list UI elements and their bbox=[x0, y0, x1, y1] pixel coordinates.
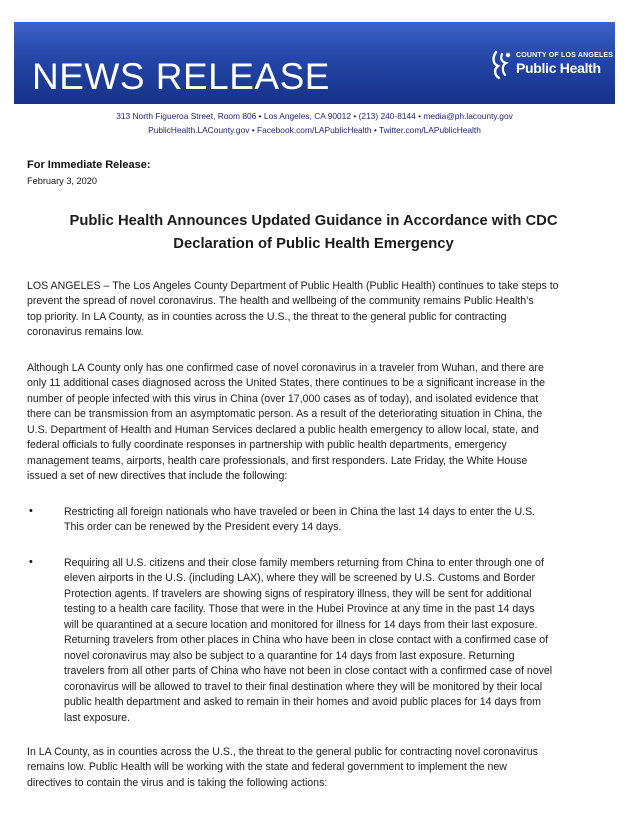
bullet-marker: • bbox=[29, 505, 33, 517]
paragraph-line: directives to contain the virus and is taking the following actions: bbox=[27, 777, 328, 789]
public-health-logo bbox=[490, 50, 614, 80]
paragraph-line: federal officials to fully coordinate responses in partnership with public health departments, emergency bbox=[27, 439, 507, 451]
paragraph-line: issued a set of new directives that include the following: bbox=[27, 470, 288, 482]
headline-line-2: Declaration of Public Health Emergency bbox=[173, 236, 454, 252]
paragraph-line: management teams, airports, health care professionals, and first responders. Late Friday, the White House bbox=[27, 455, 528, 467]
news-release-title: NEWS RELEASE bbox=[32, 56, 330, 97]
paragraph-line: prevent the spread of novel coronavirus. The health and wellbeing of the community remains Public Health’s bbox=[27, 295, 534, 307]
paragraph-line: coronavirus remains low. bbox=[27, 326, 144, 338]
bullet-line: Restricting all foreign nationals who have traveled or been in China the last 14 days to enter the U.S. bbox=[64, 506, 536, 518]
paragraph-line: LOS ANGELES – The Los Angeles County Department of Public Health (Public Health) continues to take steps to bbox=[27, 280, 559, 292]
contact-web-line: PublicHealth.LACounty.gov • Facebook.com/LAPublicHealth • Twitter.com/LAPublicHealth bbox=[148, 125, 481, 135]
bullet-line: Protection agents. If travelers are showing signs of respiratory illness, they will be sent for additional bbox=[64, 588, 532, 600]
public-health-logo-icon bbox=[490, 50, 512, 80]
paragraph-line: number of people infected with this virus in China (over 17,000 cases as of today), and isolated evidence that bbox=[27, 393, 539, 405]
paragraph-line: Although LA County only has one confirmed case of novel coronavirus in a traveler from Wuhan, and there are bbox=[27, 362, 544, 374]
bullet-line: eleven airports in the U.S. (including LAX), where they will be screened by U.S. Customs and Border bbox=[64, 572, 536, 584]
release-label: For Immediate Release: bbox=[27, 159, 151, 171]
bullet-line: will be quarantined at a secure location and monitored for illness for 14 days from their last exposure. bbox=[64, 619, 538, 631]
paragraph-line: remains low. Public Health will be working with the state and federal government to implement the new bbox=[27, 761, 507, 773]
bullet-line: coronavirus will be allowed to travel to their final destination where they will be monitored by their local bbox=[64, 681, 543, 693]
paragraph-line: top priority. In LA County, as in counties across the U.S., the threat to the general public for contracting bbox=[27, 311, 507, 323]
logo-county-text: COUNTY OF LOS ANGELES bbox=[516, 52, 614, 59]
logo-public-health-text: Public Health bbox=[516, 60, 601, 76]
paragraph-line: In LA County, as in counties across the U.S., the threat to the general public for contracting novel coronavirus bbox=[27, 746, 538, 758]
bullet-line: last exposure. bbox=[64, 712, 130, 724]
bullet-line: testing to a health care facility. Those that were in the Hubei Province at any time in the past 14 days bbox=[64, 603, 535, 615]
header-banner bbox=[14, 22, 615, 104]
paragraph-line: U.S. Department of Health and Human Services declared a public health emergency to allow local, state, and bbox=[27, 424, 539, 436]
paragraph-line: only 11 additional cases diagnosed across the United States, there continues to be a significant increase in the bbox=[27, 377, 546, 389]
bullet-line: Returning travelers from other places in China who have been in close contact with a confirmed case of bbox=[64, 634, 549, 646]
bullet-line: Requiring all U.S. citizens and their close family members returning from China to enter through one of bbox=[64, 557, 544, 569]
release-date: February 3, 2020 bbox=[27, 176, 97, 186]
bullet-line: This order can be renewed by the President every 14 days. bbox=[64, 521, 342, 533]
bullet-line: travelers from all other parts of China who have not been in close contact with a confirmed case of novel bbox=[64, 665, 553, 677]
bullet-line: public health department and asked to remain in their homes and avoid public places for 14 days from bbox=[64, 696, 541, 708]
paragraph-line: there can be transmission from an asymptomatic person. As a result of the deteriorating situation in China, the bbox=[27, 408, 543, 420]
bullet-line: novel coronavirus may also be subject to a quarantine for 14 days from last exposure. Returning bbox=[64, 650, 515, 662]
bullet-marker: • bbox=[29, 556, 33, 568]
headline-line-1: Public Health Announces Updated Guidance in Accordance with CDC bbox=[69, 213, 558, 229]
contact-address-line: 313 North Figueroa Street, Room 806 • Los Angeles, CA 90012 • (213) 240-8144 • media@ph.lacounty.gov bbox=[116, 111, 513, 121]
